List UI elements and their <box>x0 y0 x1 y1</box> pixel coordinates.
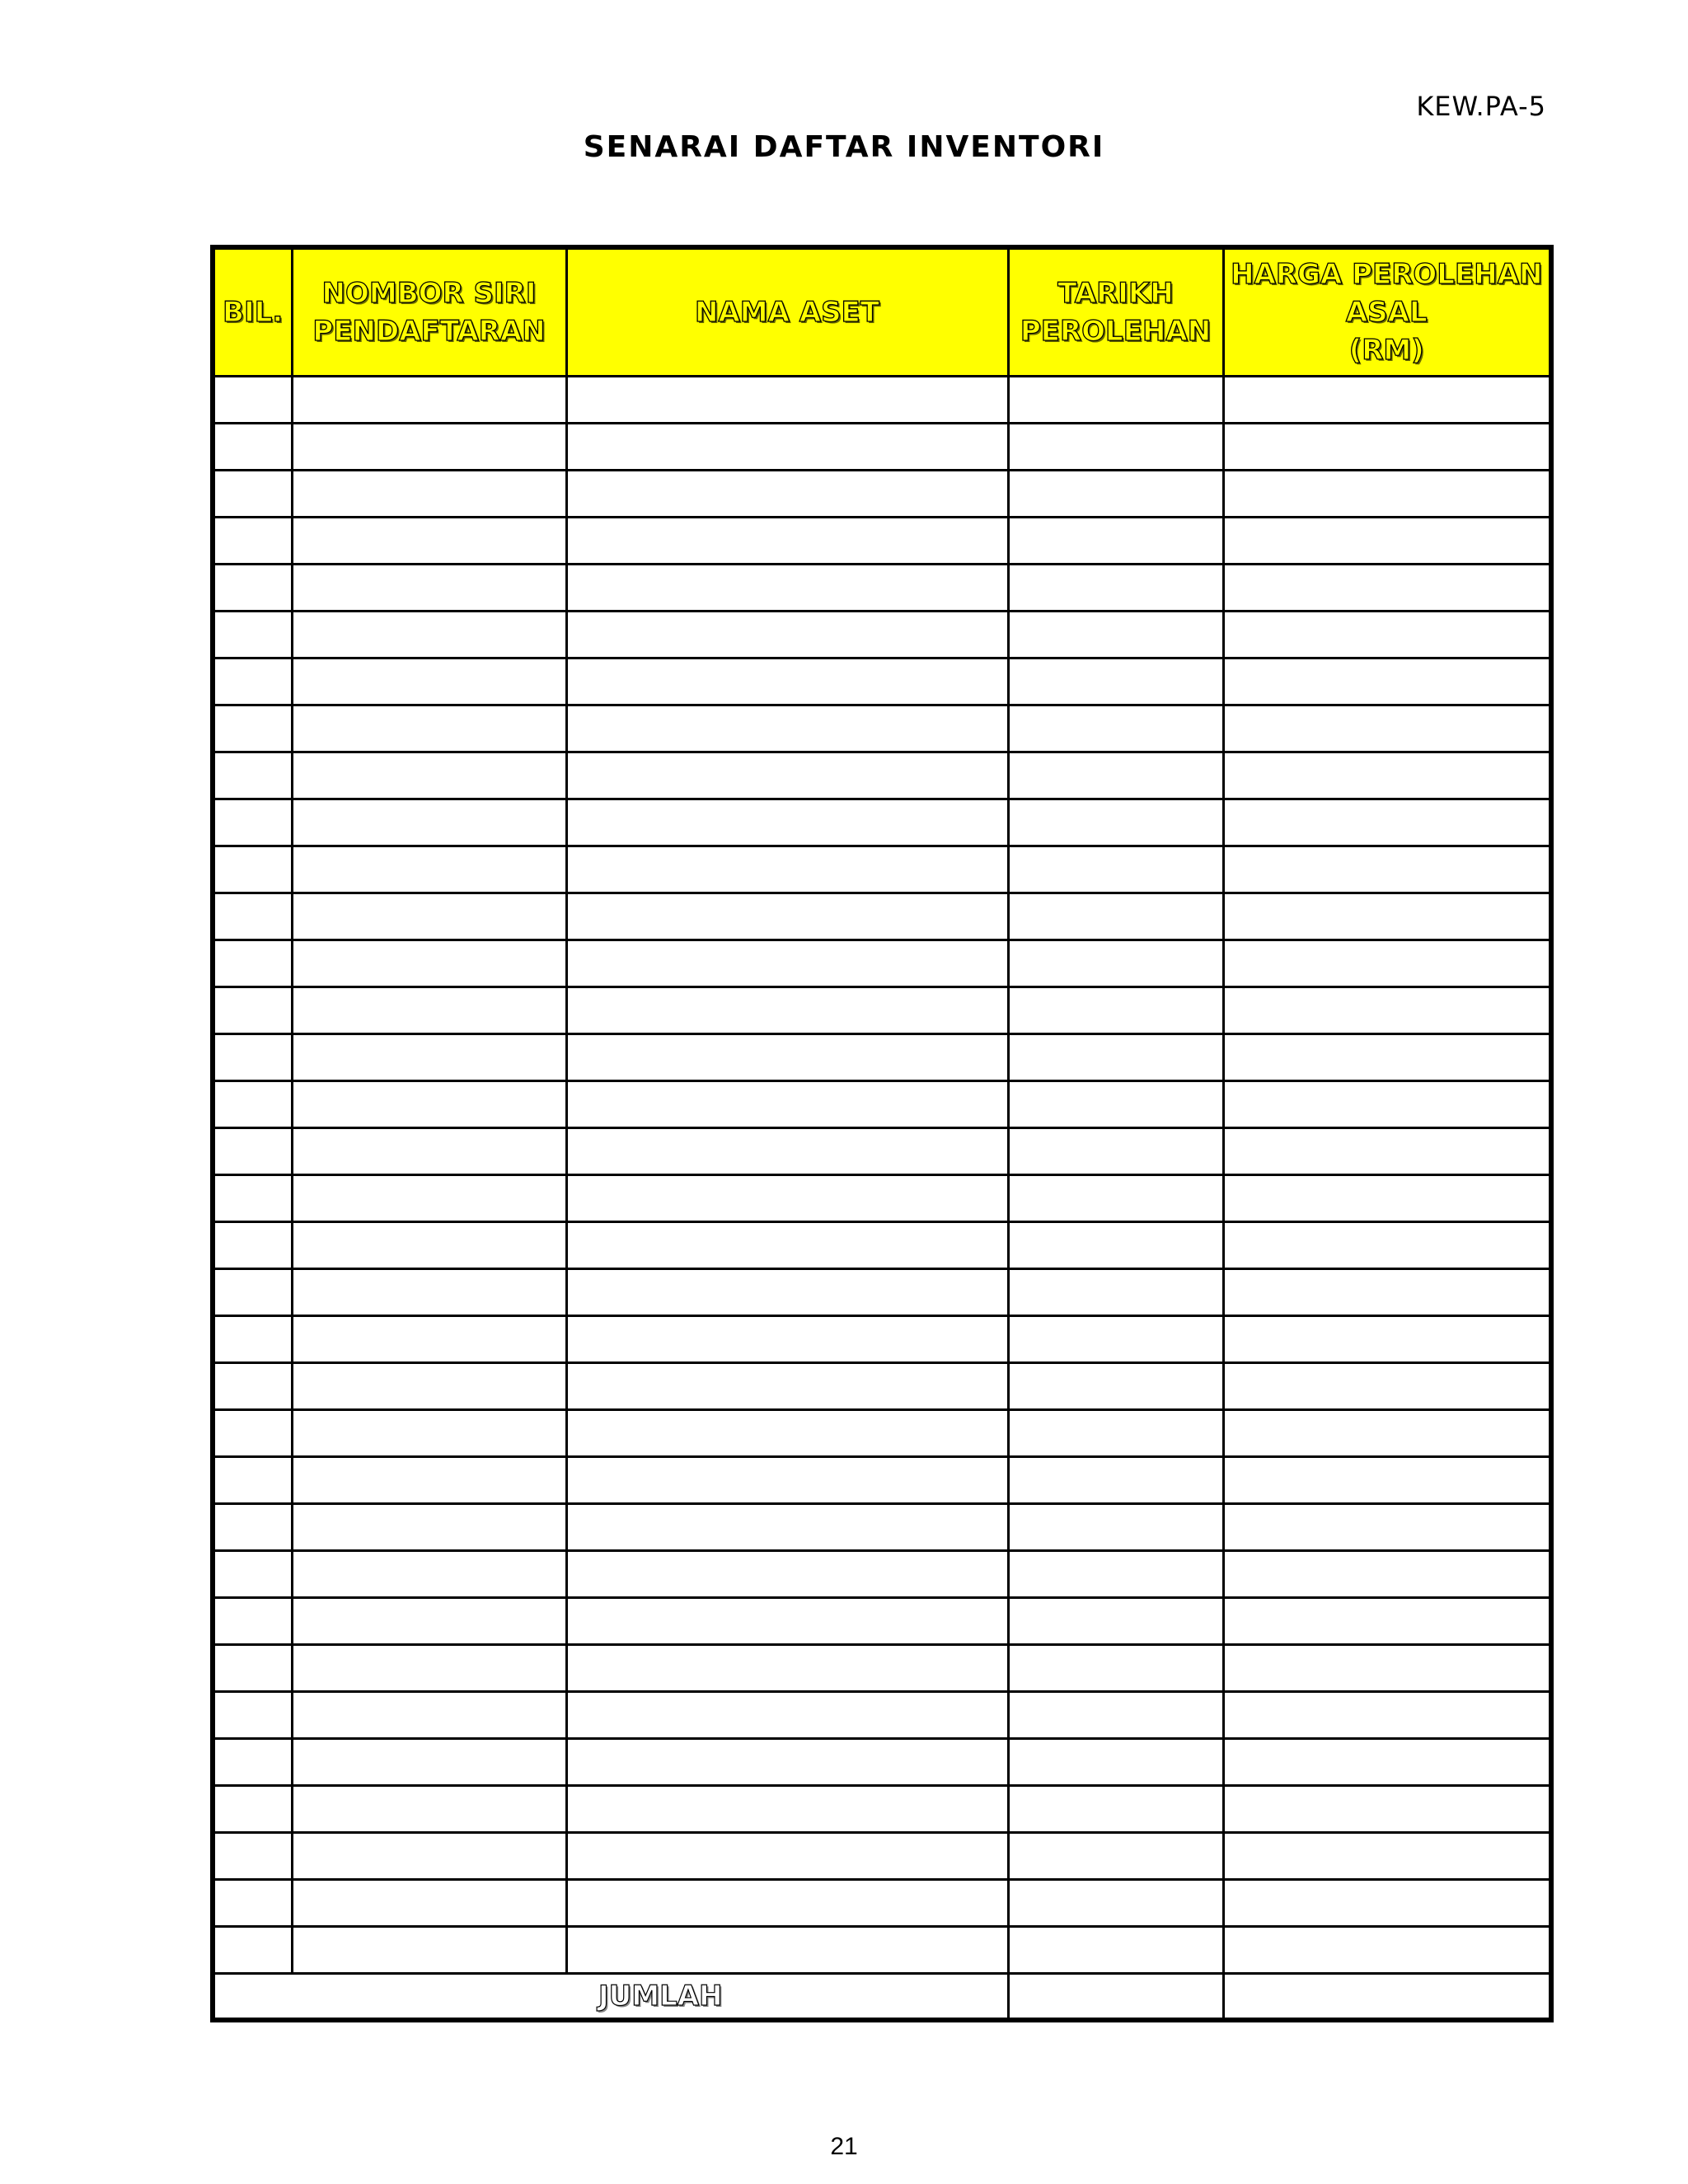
nama-aset-cell[interactable] <box>566 1362 1008 1409</box>
inventory-table <box>210 245 1554 2022</box>
nombor-siri-cell[interactable] <box>292 1503 566 1550</box>
table-row <box>213 564 1551 611</box>
bil-cell[interactable] <box>213 893 292 940</box>
bil-cell[interactable] <box>213 846 292 893</box>
nama-aset-cell[interactable] <box>566 1174 1008 1221</box>
tarikh-perolehan-cell[interactable] <box>1008 1691 1223 1738</box>
bil-cell[interactable] <box>213 1738 292 1785</box>
nama-aset-cell[interactable] <box>566 1221 1008 1268</box>
table-row <box>213 752 1551 799</box>
total-harga-cell[interactable] <box>1223 1973 1551 2020</box>
table-row <box>213 1738 1551 1785</box>
tarikh-perolehan-cell[interactable] <box>1008 1597 1223 1644</box>
tarikh-perolehan-cell[interactable] <box>1008 611 1223 658</box>
table-row <box>213 1597 1551 1644</box>
bil-cell[interactable] <box>213 1550 292 1597</box>
bil-cell[interactable] <box>213 1785 292 1832</box>
harga-perolehan-cell[interactable] <box>1223 1174 1551 1221</box>
nombor-siri-cell[interactable] <box>292 893 566 940</box>
bil-cell[interactable] <box>213 705 292 752</box>
tarikh-perolehan-cell[interactable] <box>1008 1409 1223 1456</box>
table-header-row <box>213 247 1551 376</box>
harga-perolehan-cell[interactable] <box>1223 1785 1551 1832</box>
header-bil-line: BIL. <box>223 295 284 329</box>
total-tarikh-cell[interactable] <box>1008 1973 1223 2020</box>
nombor-siri-cell[interactable] <box>292 1738 566 1785</box>
bil-cell[interactable] <box>213 1832 292 1879</box>
tarikh-perolehan-cell[interactable] <box>1008 423 1223 470</box>
page-title: SENARAI DAFTAR INVENTORI <box>583 130 1105 164</box>
table-row <box>213 1174 1551 1221</box>
harga-perolehan-cell[interactable] <box>1223 1691 1551 1738</box>
tarikh-perolehan-cell[interactable] <box>1008 987 1223 1033</box>
tarikh-perolehan-cell[interactable] <box>1008 1033 1223 1080</box>
bil-cell[interactable] <box>213 1362 292 1409</box>
header-harga-line: (RM) <box>1348 333 1424 367</box>
header-bil <box>213 247 292 376</box>
nombor-siri-cell[interactable] <box>292 611 566 658</box>
nama-aset-cell[interactable] <box>566 1456 1008 1503</box>
table-row <box>213 1221 1551 1268</box>
bil-cell[interactable] <box>213 940 292 987</box>
nama-aset-cell[interactable] <box>566 1315 1008 1362</box>
nombor-siri-cell[interactable] <box>292 423 566 470</box>
bil-cell[interactable] <box>213 611 292 658</box>
harga-perolehan-cell[interactable] <box>1223 1503 1551 1550</box>
table-row <box>213 1409 1551 1456</box>
nombor-siri-cell[interactable] <box>292 1597 566 1644</box>
table-row <box>213 423 1551 470</box>
tarikh-perolehan-cell[interactable] <box>1008 893 1223 940</box>
nombor-siri-cell[interactable] <box>292 1033 566 1080</box>
harga-perolehan-cell[interactable] <box>1223 940 1551 987</box>
harga-perolehan-cell[interactable] <box>1223 1033 1551 1080</box>
bil-cell[interactable] <box>213 1174 292 1221</box>
bil-cell[interactable] <box>213 1879 292 1926</box>
nombor-siri-cell[interactable] <box>292 470 566 517</box>
tarikh-perolehan-cell[interactable] <box>1008 517 1223 564</box>
bil-cell[interactable] <box>213 1315 292 1362</box>
tarikh-perolehan-cell[interactable] <box>1008 1926 1223 1973</box>
nombor-siri-cell[interactable] <box>292 658 566 705</box>
header-nombor-siri <box>292 247 566 376</box>
harga-perolehan-cell[interactable] <box>1223 1550 1551 1597</box>
nombor-siri-cell[interactable] <box>292 1691 566 1738</box>
table-row <box>213 1456 1551 1503</box>
nombor-siri-cell[interactable] <box>292 1785 566 1832</box>
table-row <box>213 611 1551 658</box>
harga-perolehan-cell[interactable] <box>1223 376 1551 423</box>
nama-aset-cell[interactable] <box>566 893 1008 940</box>
nama-aset-cell[interactable] <box>566 799 1008 846</box>
total-row <box>213 1973 1551 2020</box>
nama-aset-cell[interactable] <box>566 1832 1008 1879</box>
header-nama-aset-line: NAMA ASET <box>695 295 879 329</box>
harga-perolehan-cell[interactable] <box>1223 423 1551 470</box>
nombor-siri-cell[interactable] <box>292 1127 566 1174</box>
nombor-siri-cell[interactable] <box>292 987 566 1033</box>
bil-cell[interactable] <box>213 1033 292 1080</box>
tarikh-perolehan-cell[interactable] <box>1008 1832 1223 1879</box>
bil-cell[interactable] <box>213 1080 292 1127</box>
tarikh-perolehan-cell[interactable] <box>1008 799 1223 846</box>
bil-cell[interactable] <box>213 423 292 470</box>
nama-aset-cell[interactable] <box>566 846 1008 893</box>
harga-perolehan-cell[interactable] <box>1223 1456 1551 1503</box>
harga-perolehan-cell[interactable] <box>1223 1221 1551 1268</box>
table-row <box>213 1503 1551 1550</box>
table-row <box>213 1268 1551 1315</box>
harga-perolehan-cell[interactable] <box>1223 1409 1551 1456</box>
nombor-siri-cell[interactable] <box>292 1268 566 1315</box>
nombor-siri-cell[interactable] <box>292 564 566 611</box>
nombor-siri-cell[interactable] <box>292 1550 566 1597</box>
table-row <box>213 376 1551 423</box>
harga-perolehan-cell[interactable] <box>1223 705 1551 752</box>
harga-perolehan-cell[interactable] <box>1223 564 1551 611</box>
bil-cell[interactable] <box>213 1127 292 1174</box>
nama-aset-cell[interactable] <box>566 987 1008 1033</box>
harga-perolehan-cell[interactable] <box>1223 987 1551 1033</box>
tarikh-perolehan-cell[interactable] <box>1008 1127 1223 1174</box>
nama-aset-cell[interactable] <box>566 752 1008 799</box>
tarikh-perolehan-cell[interactable] <box>1008 376 1223 423</box>
harga-perolehan-cell[interactable] <box>1223 1315 1551 1362</box>
harga-perolehan-cell[interactable] <box>1223 799 1551 846</box>
nombor-siri-cell[interactable] <box>292 1315 566 1362</box>
bil-cell[interactable] <box>213 1503 292 1550</box>
tarikh-perolehan-cell[interactable] <box>1008 1315 1223 1362</box>
nama-aset-cell[interactable] <box>566 423 1008 470</box>
harga-perolehan-cell[interactable] <box>1223 846 1551 893</box>
table-row <box>213 1033 1551 1080</box>
harga-perolehan-cell[interactable] <box>1223 1597 1551 1644</box>
bil-cell[interactable] <box>213 517 292 564</box>
nama-aset-cell[interactable] <box>566 1738 1008 1785</box>
tarikh-perolehan-cell[interactable] <box>1008 846 1223 893</box>
header-tarikh-line: PEROLEHAN <box>1020 314 1212 348</box>
nombor-siri-cell[interactable] <box>292 1221 566 1268</box>
nama-aset-cell[interactable] <box>566 1691 1008 1738</box>
nombor-siri-cell[interactable] <box>292 1362 566 1409</box>
harga-perolehan-cell[interactable] <box>1223 1362 1551 1409</box>
nombor-siri-cell[interactable] <box>292 705 566 752</box>
nama-aset-cell[interactable] <box>566 1127 1008 1174</box>
header-nombor-siri-line: NOMBOR SIRI <box>321 276 537 310</box>
table-row <box>213 1926 1551 1973</box>
tarikh-perolehan-cell[interactable] <box>1008 1644 1223 1691</box>
nama-aset-cell[interactable] <box>566 705 1008 752</box>
table-row <box>213 517 1551 564</box>
bil-cell[interactable] <box>213 376 292 423</box>
table-row <box>213 658 1551 705</box>
bil-cell[interactable] <box>213 987 292 1033</box>
tarikh-perolehan-cell[interactable] <box>1008 1080 1223 1127</box>
nombor-siri-cell[interactable] <box>292 1456 566 1503</box>
nama-aset-cell[interactable] <box>566 1926 1008 1973</box>
table-row <box>213 1315 1551 1362</box>
tarikh-perolehan-cell[interactable] <box>1008 705 1223 752</box>
table-row <box>213 705 1551 752</box>
nama-aset-cell[interactable] <box>566 470 1008 517</box>
nama-aset-cell[interactable] <box>566 517 1008 564</box>
nama-aset-cell[interactable] <box>566 1080 1008 1127</box>
bil-cell[interactable] <box>213 1409 292 1456</box>
table-row <box>213 1550 1551 1597</box>
tarikh-perolehan-cell[interactable] <box>1008 1785 1223 1832</box>
form-code: KEW.PA-5 <box>1416 91 1546 122</box>
total-label: JUMLAH <box>213 1973 1008 2020</box>
header-tarikh-line: TARIKH <box>1057 276 1174 310</box>
table-row <box>213 1691 1551 1738</box>
harga-perolehan-cell[interactable] <box>1223 1926 1551 1973</box>
bil-cell[interactable] <box>213 1456 292 1503</box>
header-tarikh-perolehan <box>1008 247 1223 376</box>
nama-aset-cell[interactable] <box>566 1785 1008 1832</box>
page-number: 21 <box>830 2133 858 2160</box>
bil-cell[interactable] <box>213 752 292 799</box>
bil-cell[interactable] <box>213 564 292 611</box>
table-row <box>213 1362 1551 1409</box>
nombor-siri-cell[interactable] <box>292 799 566 846</box>
table-body <box>213 376 1551 1973</box>
harga-perolehan-cell[interactable] <box>1223 611 1551 658</box>
harga-perolehan-cell[interactable] <box>1223 752 1551 799</box>
harga-perolehan-cell[interactable] <box>1223 658 1551 705</box>
header-harga-line: HARGA PEROLEHAN <box>1231 257 1543 291</box>
nombor-siri-cell[interactable] <box>292 846 566 893</box>
table-row <box>213 1879 1551 1926</box>
nama-aset-cell[interactable] <box>566 564 1008 611</box>
harga-perolehan-cell[interactable] <box>1223 517 1551 564</box>
table-row <box>213 846 1551 893</box>
tarikh-perolehan-cell[interactable] <box>1008 1174 1223 1221</box>
nama-aset-cell[interactable] <box>566 1409 1008 1456</box>
nombor-siri-cell[interactable] <box>292 376 566 423</box>
nama-aset-cell[interactable] <box>566 658 1008 705</box>
nombor-siri-cell[interactable] <box>292 1644 566 1691</box>
nombor-siri-cell[interactable] <box>292 1409 566 1456</box>
nombor-siri-cell[interactable] <box>292 1832 566 1879</box>
harga-perolehan-cell[interactable] <box>1223 1832 1551 1879</box>
table-row <box>213 470 1551 517</box>
nama-aset-cell[interactable] <box>566 1597 1008 1644</box>
nombor-siri-cell[interactable] <box>292 1174 566 1221</box>
harga-perolehan-cell[interactable] <box>1223 1738 1551 1785</box>
nombor-siri-cell[interactable] <box>292 1080 566 1127</box>
nama-aset-cell[interactable] <box>566 1033 1008 1080</box>
nama-aset-cell[interactable] <box>566 1550 1008 1597</box>
harga-perolehan-cell[interactable] <box>1223 1080 1551 1127</box>
bil-cell[interactable] <box>213 658 292 705</box>
tarikh-perolehan-cell[interactable] <box>1008 1456 1223 1503</box>
tarikh-perolehan-cell[interactable] <box>1008 564 1223 611</box>
tarikh-perolehan-cell[interactable] <box>1008 1550 1223 1597</box>
table-row <box>213 1785 1551 1832</box>
nama-aset-cell[interactable] <box>566 940 1008 987</box>
table-row <box>213 1644 1551 1691</box>
bil-cell[interactable] <box>213 1268 292 1315</box>
bil-cell[interactable] <box>213 799 292 846</box>
table-row <box>213 799 1551 846</box>
harga-perolehan-cell[interactable] <box>1223 1127 1551 1174</box>
header-nombor-siri-line: PENDAFTARAN <box>312 314 546 348</box>
table-row <box>213 1080 1551 1127</box>
header-harga-line: ASAL <box>1345 295 1428 329</box>
bil-cell[interactable] <box>213 1644 292 1691</box>
nama-aset-cell[interactable] <box>566 1503 1008 1550</box>
nombor-siri-cell[interactable] <box>292 517 566 564</box>
nama-aset-cell[interactable] <box>566 1644 1008 1691</box>
bil-cell[interactable] <box>213 1926 292 1973</box>
bil-cell[interactable] <box>213 470 292 517</box>
nama-aset-cell[interactable] <box>566 611 1008 658</box>
tarikh-perolehan-cell[interactable] <box>1008 1738 1223 1785</box>
header-nama-aset <box>566 247 1008 376</box>
tarikh-perolehan-cell[interactable] <box>1008 1362 1223 1409</box>
nama-aset-cell[interactable] <box>566 376 1008 423</box>
header-harga-perolehan <box>1223 247 1551 376</box>
nombor-siri-cell[interactable] <box>292 1926 566 1973</box>
harga-perolehan-cell[interactable] <box>1223 1644 1551 1691</box>
table-row <box>213 1127 1551 1174</box>
table-row <box>213 893 1551 940</box>
bil-cell[interactable] <box>213 1691 292 1738</box>
tarikh-perolehan-cell[interactable] <box>1008 1268 1223 1315</box>
nama-aset-cell[interactable] <box>566 1879 1008 1926</box>
tarikh-perolehan-cell[interactable] <box>1008 940 1223 987</box>
tarikh-perolehan-cell[interactable] <box>1008 752 1223 799</box>
tarikh-perolehan-cell[interactable] <box>1008 1879 1223 1926</box>
harga-perolehan-cell[interactable] <box>1223 1268 1551 1315</box>
nombor-siri-cell[interactable] <box>292 940 566 987</box>
table-row <box>213 987 1551 1033</box>
nama-aset-cell[interactable] <box>566 1268 1008 1315</box>
harga-perolehan-cell[interactable] <box>1223 1879 1551 1926</box>
harga-perolehan-cell[interactable] <box>1223 470 1551 517</box>
bil-cell[interactable] <box>213 1597 292 1644</box>
table-row <box>213 940 1551 987</box>
bil-cell[interactable] <box>213 1221 292 1268</box>
tarikh-perolehan-cell[interactable] <box>1008 470 1223 517</box>
tarikh-perolehan-cell[interactable] <box>1008 658 1223 705</box>
table-row <box>213 1832 1551 1879</box>
nombor-siri-cell[interactable] <box>292 1879 566 1926</box>
tarikh-perolehan-cell[interactable] <box>1008 1221 1223 1268</box>
nombor-siri-cell[interactable] <box>292 752 566 799</box>
harga-perolehan-cell[interactable] <box>1223 893 1551 940</box>
tarikh-perolehan-cell[interactable] <box>1008 1503 1223 1550</box>
